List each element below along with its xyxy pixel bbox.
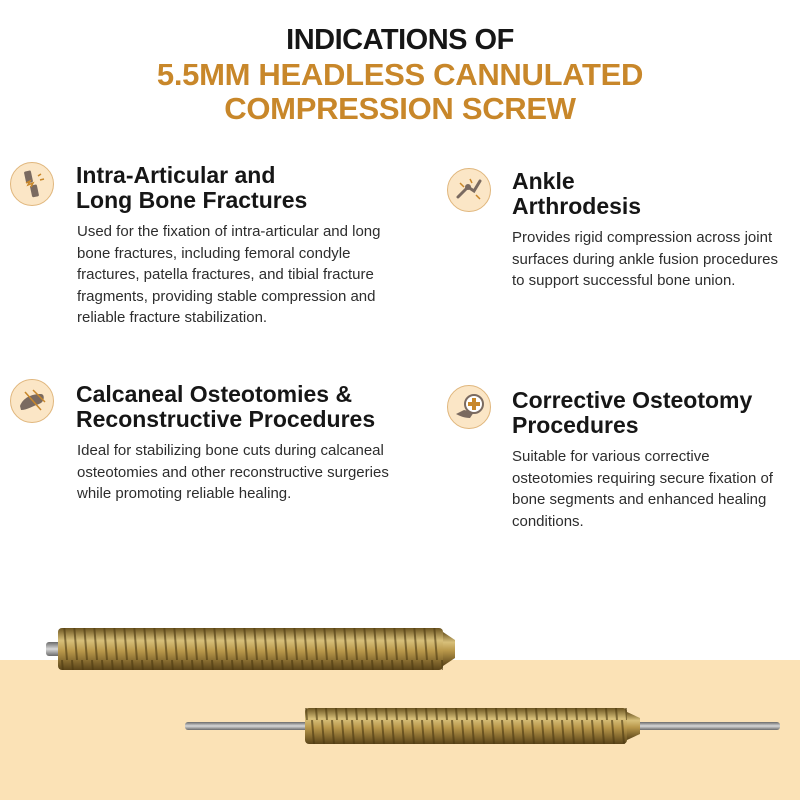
calcaneus-bone-icon [10, 379, 54, 423]
screw-illustration [0, 600, 800, 800]
item-description: Ideal for stabilizing bone cuts during calcaneal osteotomies and other reconstructive surgeries while promoting reliable healing. [77, 442, 389, 502]
item-title: Corrective Osteotomy Procedures [512, 387, 753, 438]
item-title: Calcaneal Osteotomies & Reconstructive Procedures [76, 381, 376, 432]
item-description: Used for the fixation of intra-articular and long bone fractures, including femoral condyle fractures, patella fractures, and tibial fracture fragments, providing stable compression and reliable fracture stabilization. [77, 223, 381, 326]
page-header [0, 22, 800, 126]
ankle-joint-icon [447, 168, 491, 212]
item-description: Provides rigid compression across joint surfaces during ankle fusion procedures to support successful bone union. [512, 229, 778, 289]
item-description: Suitable for various corrective osteotomies requiring secure fixation of bone segments and enhanced healing conditions. [512, 448, 773, 530]
header-line-3: COMPRESSION SCREW [224, 91, 576, 126]
medical-cross-icon [447, 385, 491, 429]
header-line-1: INDICATIONS OF [286, 24, 514, 56]
item-title: Intra-Articular and Long Bone Fractures [76, 162, 308, 213]
header-line-2: 5.5MM HEADLESS CANNULATED [156, 57, 644, 92]
bone-fracture-icon [10, 162, 54, 206]
item-title: Ankle Arthrodesis [512, 168, 642, 219]
